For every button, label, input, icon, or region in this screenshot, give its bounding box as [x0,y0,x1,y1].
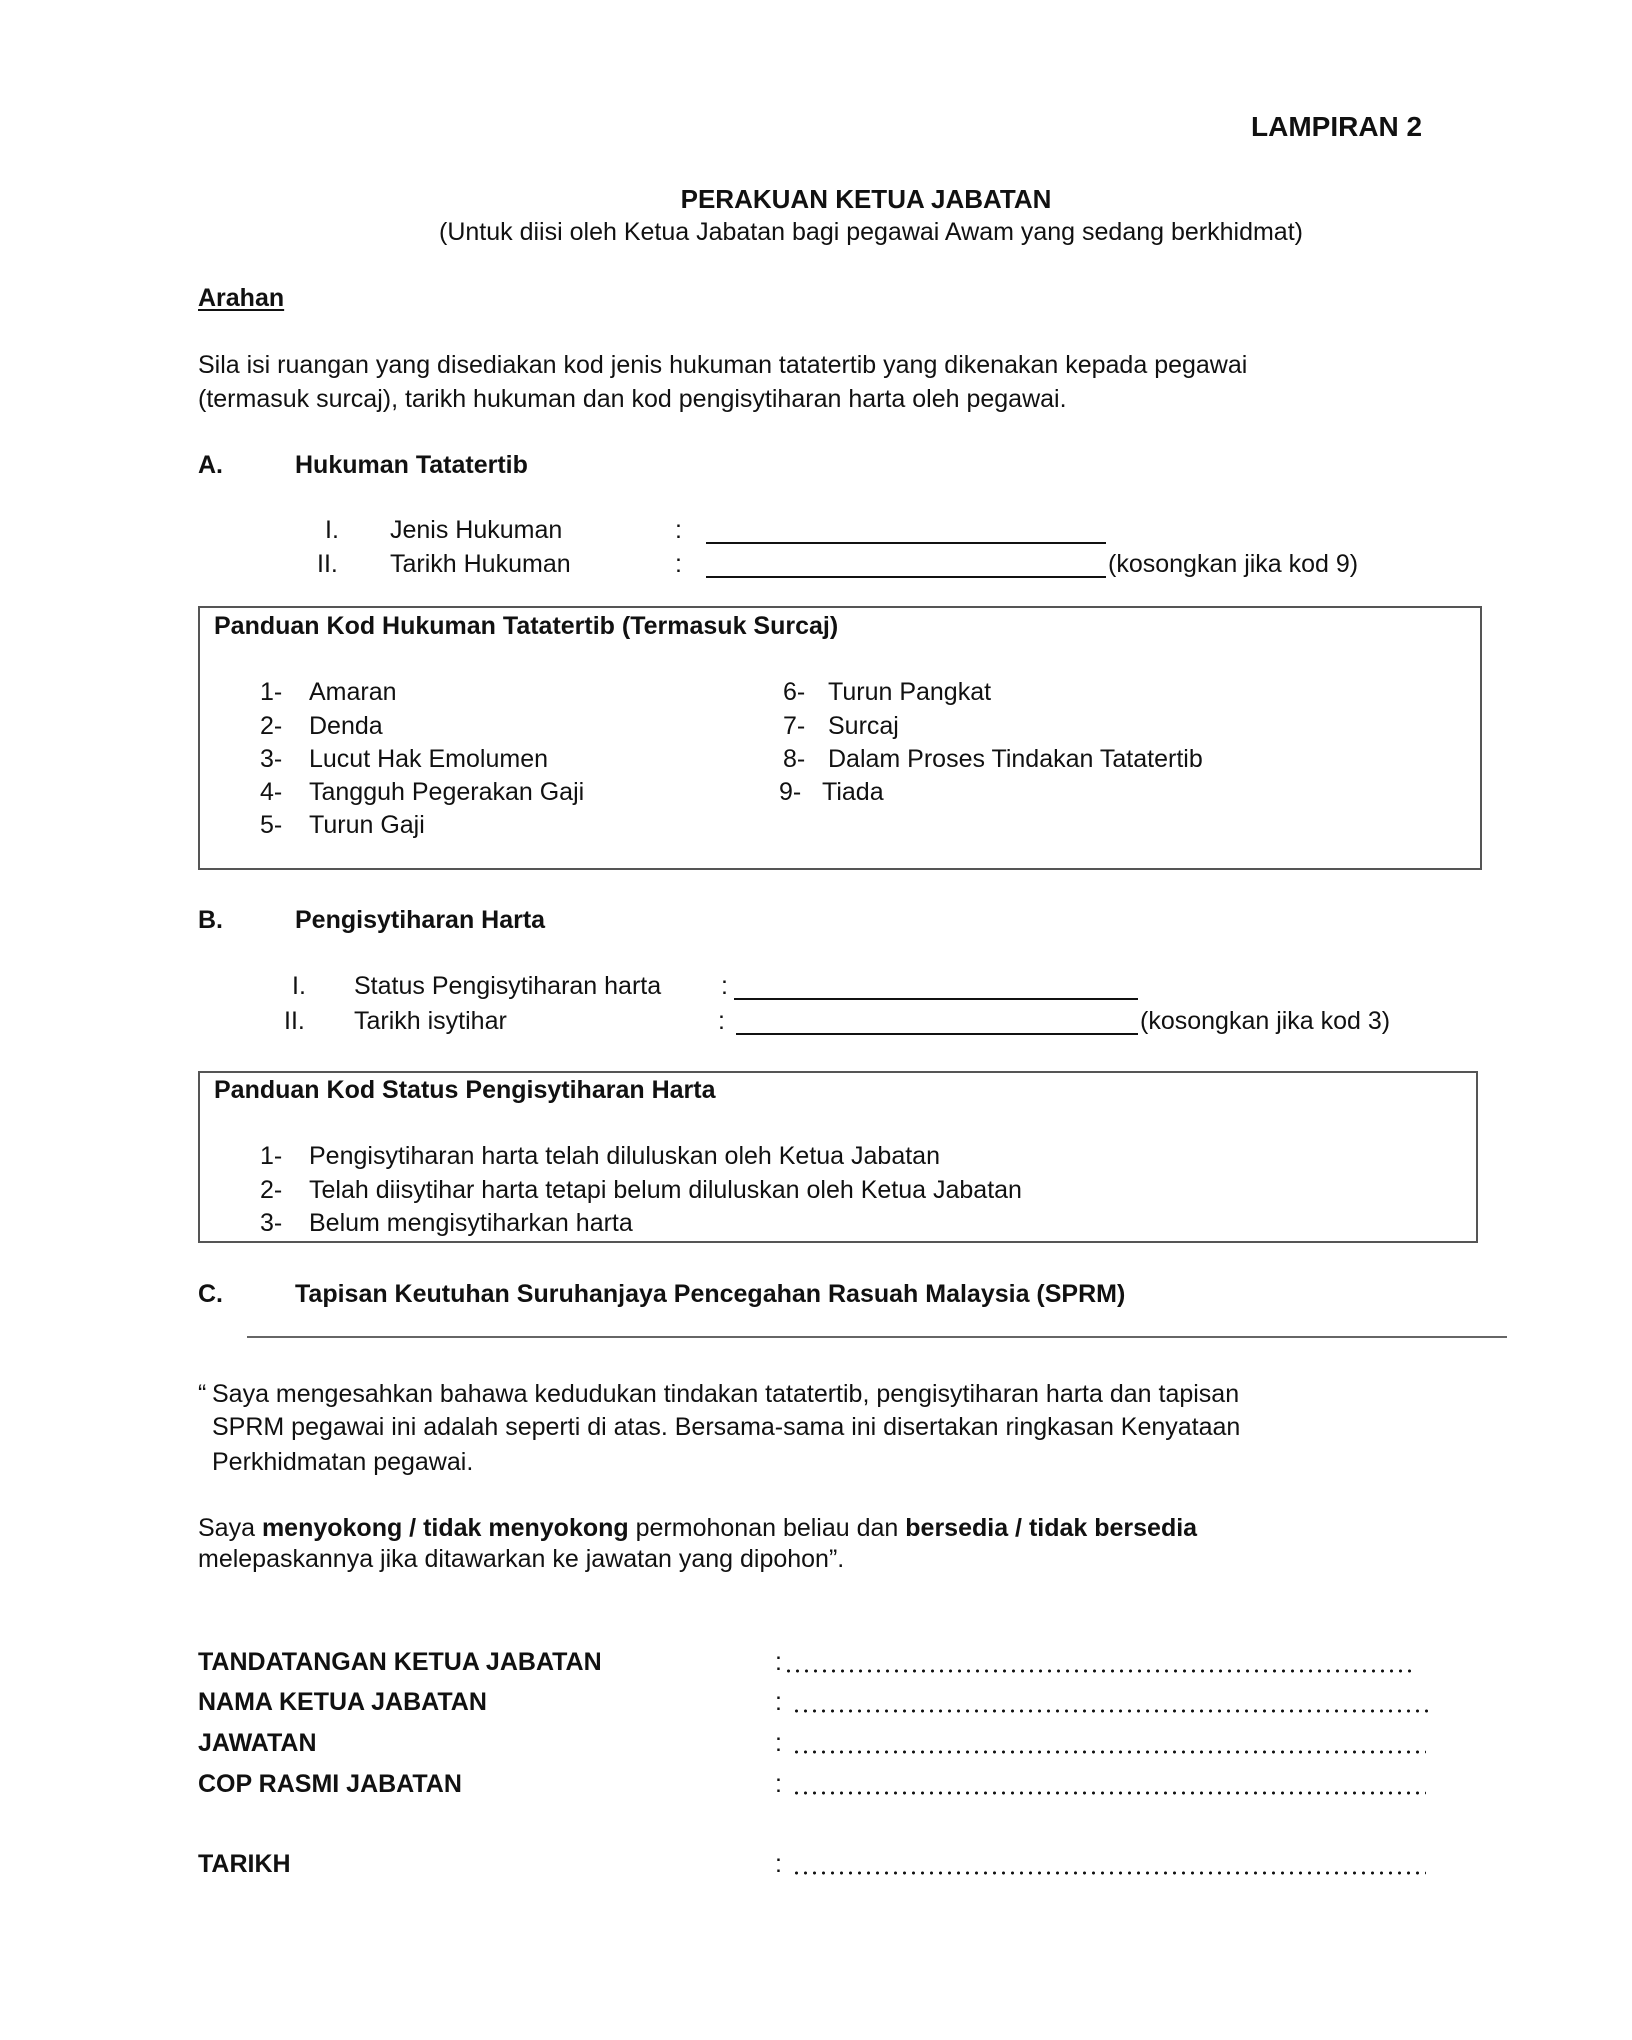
appendix-label: LAMPIRAN 2 [1251,111,1423,142]
support-prefix: Saya [198,1514,262,1542]
code-number: 9- [779,778,802,806]
field-label: Jenis Hukuman [390,516,563,544]
tandatangan-input[interactable] [784,1669,1414,1673]
code-number: 5- [260,811,283,839]
code-label: Dalam Proses Tindakan Tatatertib [828,745,1203,773]
declaration-line-2: SPRM pegawai ini adalah seperti di atas. Bersama-sama ini disertakan ringkasan Kenyataan [212,1413,1241,1441]
field-roman: I. [325,516,339,544]
support-middle: permohonan beliau dan [628,1514,906,1542]
field-note: (kosongkan jika kod 3) [1140,1007,1391,1035]
quote-open: “ [198,1380,207,1408]
page-subtitle: (Untuk diisi oleh Ketua Jabatan bagi pegawai Awam yang sedang berkhidmat) [439,218,1303,246]
section-b-letter: B. [198,906,223,934]
field-roman: I. [292,972,306,1000]
cop-rasmi-input[interactable] [792,1791,1426,1795]
code-label: Tangguh Pegerakan Gaji [309,778,585,806]
section-c-letter: C. [198,1280,223,1308]
field-note: (kosongkan jika kod 9) [1108,550,1359,578]
sprm-screening-input[interactable] [247,1308,1507,1338]
field-colon: : [675,550,682,578]
jenis-hukuman-input[interactable] [706,514,1106,544]
signature-label: TARIKH [198,1850,291,1878]
signature-label: COP RASMI JABATAN [198,1770,462,1798]
code-number: 4- [260,778,283,806]
signature-colon: : [775,1850,782,1878]
instructions-heading: Arahan [198,284,285,312]
signature-label: NAMA KETUA JABATAN [198,1688,487,1716]
tarikh-hukuman-input[interactable] [706,548,1106,578]
code-label: Pengisytiharan harta telah diluluskan oleh Ketua Jabatan [309,1142,940,1170]
code-label: Surcaj [828,712,899,740]
signature-label: TANDATANGAN KETUA JABATAN [198,1648,602,1676]
nama-ketua-jabatan-input[interactable] [792,1709,1432,1713]
tarikh-isytihar-input[interactable] [736,1005,1138,1035]
code-number: 2- [260,712,283,740]
field-label: Tarikh isytihar [354,1007,507,1035]
section-b-title: Pengisytiharan Harta [295,906,546,934]
section-a-title: Hukuman Tatatertib [295,451,528,479]
code-label: Belum mengisytiharkan harta [309,1209,633,1237]
code-number: 1- [260,678,283,706]
jawatan-input[interactable] [792,1750,1426,1754]
code-label: Lucut Hak Emolumen [309,745,549,773]
field-roman: II. [284,1007,305,1035]
field-label: Status Pengisytiharan harta [354,972,662,1000]
code-number: 3- [260,745,283,773]
support-statement-line-1 [198,1516,1197,1541]
signature-colon: : [775,1770,782,1798]
field-label: Tarikh Hukuman [390,550,571,578]
code-number: 6- [783,678,806,706]
field-roman: II. [317,550,338,578]
asset-guide-title: Panduan Kod Status Pengisytiharan Harta [214,1076,716,1104]
support-choice: menyokong / tidak menyokong [261,1514,629,1542]
instructions-line-2: (termasuk surcaj), tarikh hukuman dan kod pengisytiharan harta oleh pegawai. [198,385,1067,413]
code-label: Telah diisytihar harta tetapi belum diluluskan oleh Ketua Jabatan [309,1176,1022,1204]
declaration-line-3: Perkhidmatan pegawai. [212,1448,474,1476]
status-pengisytiharan-input[interactable] [734,970,1138,1000]
signature-label: JAWATAN [198,1729,317,1757]
code-number: 2- [260,1176,283,1204]
code-number: 7- [783,712,806,740]
code-label: Tiada [822,778,884,806]
declaration-line-1: Saya mengesahkan bahawa kedudukan tindakan tatatertib, pengisytiharan harta dan tapisan [212,1380,1240,1408]
code-label: Amaran [309,678,397,706]
page-title: PERAKUAN KETUA JABATAN [680,184,1052,214]
section-a-letter: A. [198,451,223,479]
support-statement-line-2: melepaskannya jika ditawarkan ke jawatan yang dipohon”. [198,1545,845,1573]
disciplinary-guide-title: Panduan Kod Hukuman Tatatertib (Termasuk Surcaj) [214,612,839,640]
tarikh-input[interactable] [792,1871,1426,1875]
field-colon: : [721,972,728,1000]
section-c-title: Tapisan Keutuhan Suruhanjaya Pencegahan Rasuah Malaysia (SPRM) [295,1280,1126,1308]
instructions-line-1: Sila isi ruangan yang disediakan kod jenis hukuman tatatertib yang dikenakan kepada pegawai [198,351,1248,379]
code-number: 8- [783,745,806,773]
field-colon: : [675,516,682,544]
code-number: 1- [260,1142,283,1170]
signature-colon: : [775,1648,782,1676]
code-label: Turun Gaji [309,811,425,839]
field-colon: : [718,1007,725,1035]
code-number: 3- [260,1209,283,1237]
release-choice: bersedia / tidak bersedia [905,1514,1198,1542]
code-label: Turun Pangkat [828,678,992,706]
signature-colon: : [775,1688,782,1716]
signature-colon: : [775,1729,782,1757]
code-label: Denda [309,712,383,740]
